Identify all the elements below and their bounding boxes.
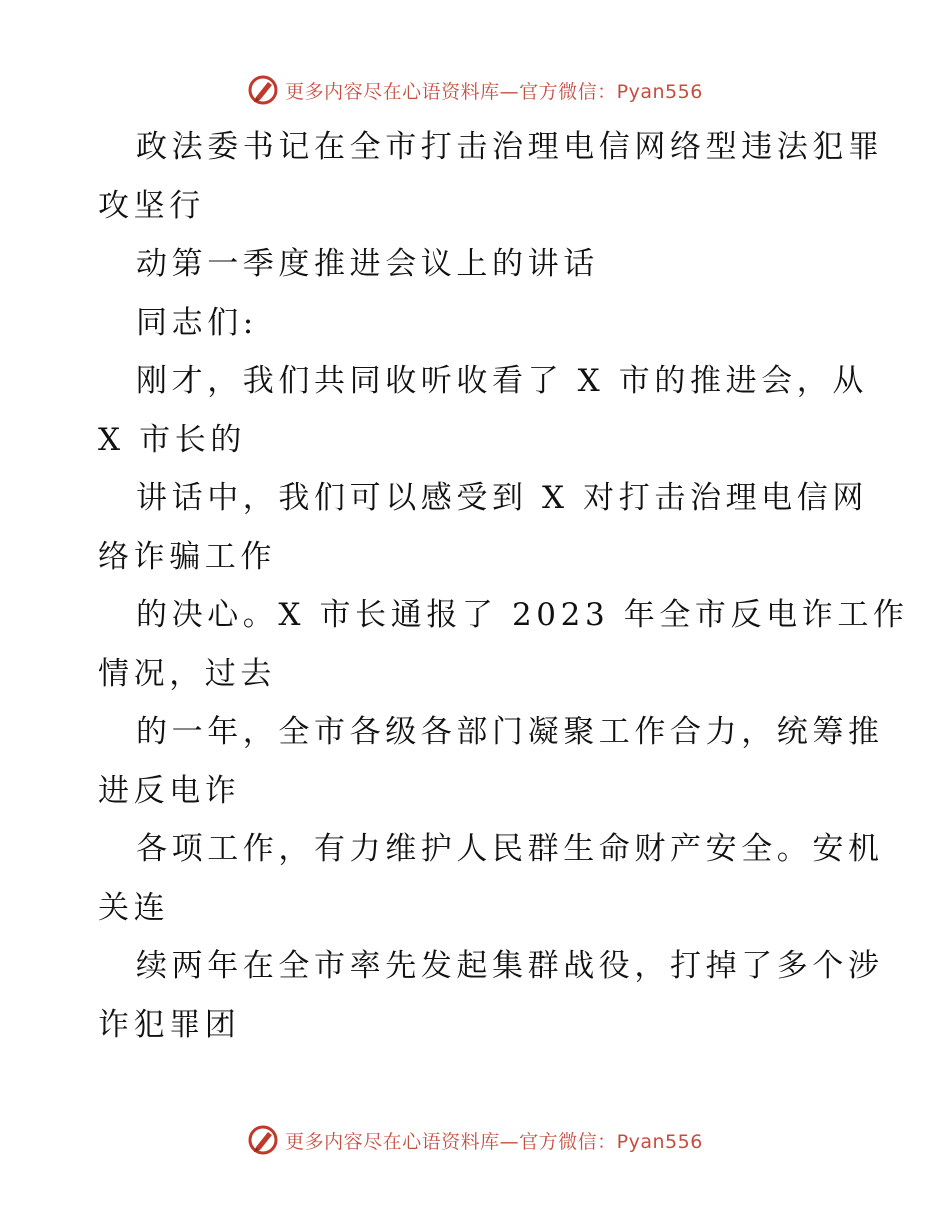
watermark-text: 更多内容尽在心语资料库—官方微信：Pyan556 [285, 80, 703, 103]
text-line: 的决心。X 市长通报了 2023 年全市反电诈工作 [136, 597, 909, 633]
text-line: 续两年在全市率先发起集群战役，打掉了多个涉 [136, 948, 884, 984]
document-body [98, 118, 909, 1054]
header-watermark [0, 70, 950, 110]
text-line: X 市长的 [98, 421, 246, 458]
text-line: 情况，过去 [98, 655, 276, 692]
text-line: 同志们: [136, 304, 258, 341]
text-line: 诈犯罪团 [98, 1006, 241, 1043]
footer-watermark [0, 1120, 950, 1160]
watermark-text: 更多内容尽在心语资料库—官方微信：Pyan556 [285, 1130, 703, 1153]
text-line: 政法委书记在全市打击治理电信网络型违法犯罪 [136, 129, 884, 165]
text-line: 关连 [98, 889, 170, 926]
pen-logo-icon [247, 74, 279, 106]
text-line: 刚才，我们共同收听收看了 X 市的推进会，从 [136, 363, 868, 399]
text-line: 讲话中，我们可以感受到 X 对打击治理电信网 [136, 480, 868, 516]
text-line: 进反电诈 [98, 772, 241, 809]
text-line: 攻坚行 [98, 187, 205, 224]
text-line: 动第一季度推进会议上的讲话 [136, 246, 599, 282]
text-line: 络诈骗工作 [98, 538, 276, 575]
text-line: 各项工作，有力维护人民群生命财产安全。安机 [136, 831, 884, 867]
pen-logo-icon [247, 1124, 279, 1156]
text-line: 的一年，全市各级各部门凝聚工作合力，统筹推 [136, 714, 884, 750]
